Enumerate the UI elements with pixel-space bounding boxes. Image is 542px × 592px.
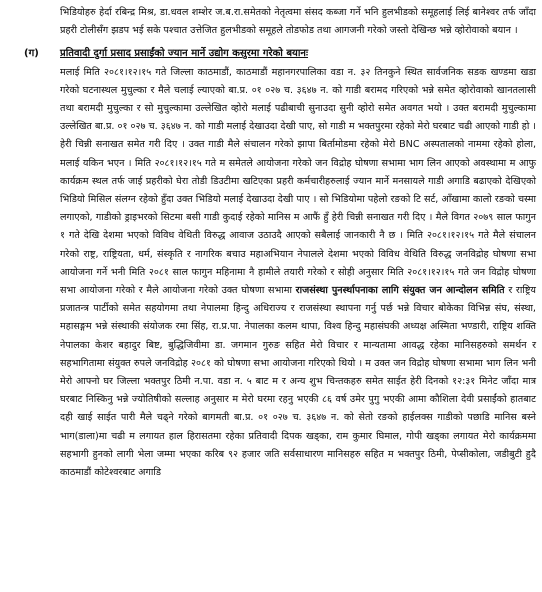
section-body [6, 64, 536, 483]
section-body-bold: राजसंस्था पुनर्स्थापनाका लागि संयुक्त जन आन्दोलन समिति [295, 285, 505, 297]
section-heading-row [6, 45, 536, 63]
section-heading: प्रतिवादी दुर्गा प्रसाद प्रसाईंको ज्यान मार्ने उद्योग कसुरमा गरेको बयानः [60, 48, 309, 60]
section-marker: (ग) [24, 48, 39, 60]
intro-paragraph: भिडियोहरु हेर्दा रबिन्द्र मिश्र, डा.धवल शम्शेर ज.ब.रा.समेतको नेतृत्वमा संसद कब्जा गर्ने भनि हुलभीडको समूहलाई लिई बानेश्वर तर्फ जाँदा प्रहरी टोलीसँग झडप भई सके पश्चात उत्तेजित हुलभीडको समूहले तोडफोड तथा आगजनी गरेको जस्तो देखिन्छ भन्ने व्होरोवाको बयान । [60, 7, 536, 37]
section-body-part2: र राष्ट्रिय प्रजातन्त्र पार्टीको समेत सहयोगमा तथा नेपालमा हिन्दु अधिराज्य र राजसंस्था स्थापना गर्नु पर्छ भन्ने विचार बोकेका विभिन्न संघ, संस्था, महासङ्गम भन्ने संस्थाकी संयोजक रमा सिंह, रा.प्र.पा. नेपालका कलम थापा, विश्व हिन्दु महासंघकी अध्यक्ष अस्मिता भण्डारी, राष्ट्रिय शक्ति नेपालका केशर बहादुर बिष्ट, बुद्धिजिवीमा डा. जगमान गुरुङ सहित मेरो विचार र मान्यतामा आवद्ध रहेका मानिसहरुको समर्थन र सहभागितामा संयुक्त रुपले जनविद्रोह २०८१ को घोषणा सभा आयोजना गरिएको थियो । म उक्त जन विद्रोह घोषणा सभामा भाग लिन भनी मेरो आफ्नो घर जिल्ला भक्तपुर ठिमी न.पा. वडा न. ५ बाट म र अन्य शुभ चिन्तकहरु समेत साईत हेरी दिनको १२:३१ मिनेट जाँदा मात्र घरबाट निस्किनु भन्ने ज्योतिषीको सल्लाह अनुसार म मेरो घरमा रहनु भएकी ८६ वर्ष उमेर पुगु भएकी आमा कौशिला देवी प्रसाईंको हातबाट दही खाई साईत पारी मैले चढ्ने गरेको बागमती बा.प्र. ०१ ०२७ च. ३६४७ न. को सेतो रङको हाईलक्स गाडीको पछाडि मानिस बस्ने भाग(डाला)मा चढी म लगायत हाल हिरासतमा रहेका प्रतिवादी दिपक खड्का, राम कुमार घिमाल, गोपी खड्का लगायत मेरो कार्यक्रममा सहभागी हुनको लागी भेला जम्मा भएका करिब ९२ हजार जति सर्वसाधारण मानिसहरु सहित म भक्तपुर ठिमी, पेप्सीकोला, जडीबुटी हुदै काठमाडौं कोटेश्वरबाट अगाडि [60, 285, 536, 479]
section-body-part1: मलाई मिति २०८१।१२।१५ गते जिल्ला काठमाडौं, काठमाडौं महानगरपालिका वडा न. ३२ तिनकुने स्थित सार्वजनिक सडक खण्डमा खडा गरेको घटनास्थल मुचुल्का र मैले चलाई ल्याएको बा.प्र. ०१ ०२७ च. ३६४७ न. को गाडी बरामद गरिएको भन्ने समेत व्होरोवाको खानतलासी तथा बरामदी मुचुल्का र सो मुचुल्कामा उल्लेखित व्होरो मलाई पढीबाची सुनाउदा सुनी व्होरो समेत अवगत भयो । उक्त बरामदी मुचुल्कामा उल्लेखित बा.प्र. ०१ ०२७ च. ३६४७ न. को गाडी मलाई देखाउदा देखी पाए, सो गाडी म भक्तपुरमा रहेको मेरो घरबाट चढी आएको गाडी हो । हेरी चिन्नी सनाखत समेत गरी दिए । उक्त गाडी मैले संचालन गरेको झापा बिर्तामोडमा रहेको मेरो BNC अस्पतालको नाममा रहेको होला, मलाई यकिन भएन । मिति २०८१।१२।१५ गते म समेतले आयोजना गरेको जन विद्रोह घोषणा सभामा भाग लिन आएको अवस्थामा म आफु कार्यक्रम स्थल तर्फ जाई प्रहरीको घेरा तोडी डिउटीमा खटिएका प्रहरी कर्मचारीहरुलाई ज्यान मार्ने मनसायले गाडी अगाडि बढाएको देखिएको भिडियो मिसिल संलग्न रहेको हुँदा उक्त भिडियो मलाई देखाउदा देखी पाए । सो भिडियोमा पहेलो रङको टि सर्ट, आँखामा कालो रङको चस्मा लगाएको, गाडीको ड्राइभरको सिटमा बसी गाडी कुदाई रहेको मानिस म आफैं हुँ हेरी चिन्नी सनाखत गरी दिए । मैले विगत २०७९ साल फागुन १ गते देखि देशमा भएको विविध वेथिती विरुद्ध आवाज उठाउदै आएको सबैलाई जानकारी नै छ । मिति २०८१।१२।१५ गते मैले संचालन गरेको राष्ट्र, राष्ट्रियता, धर्म, संस्कृति र नागरिक बचाउ महाअभियान नेपालले देशमा भएको विविध वेथिति विरुद्ध जनविद्रोह घोषणा सभा आयोजना गर्ने भनी मिति २०८१ साल फागुन महिनामा नै हामीले तयारी गरेको र सोही अनुसार मिति २०८१।१२।१५ गते जन विद्रोह घोषणा सभा आयोजना गरेको र मैले आयोजना गरेको उक्त घोषणा सभामा [60, 66, 537, 297]
